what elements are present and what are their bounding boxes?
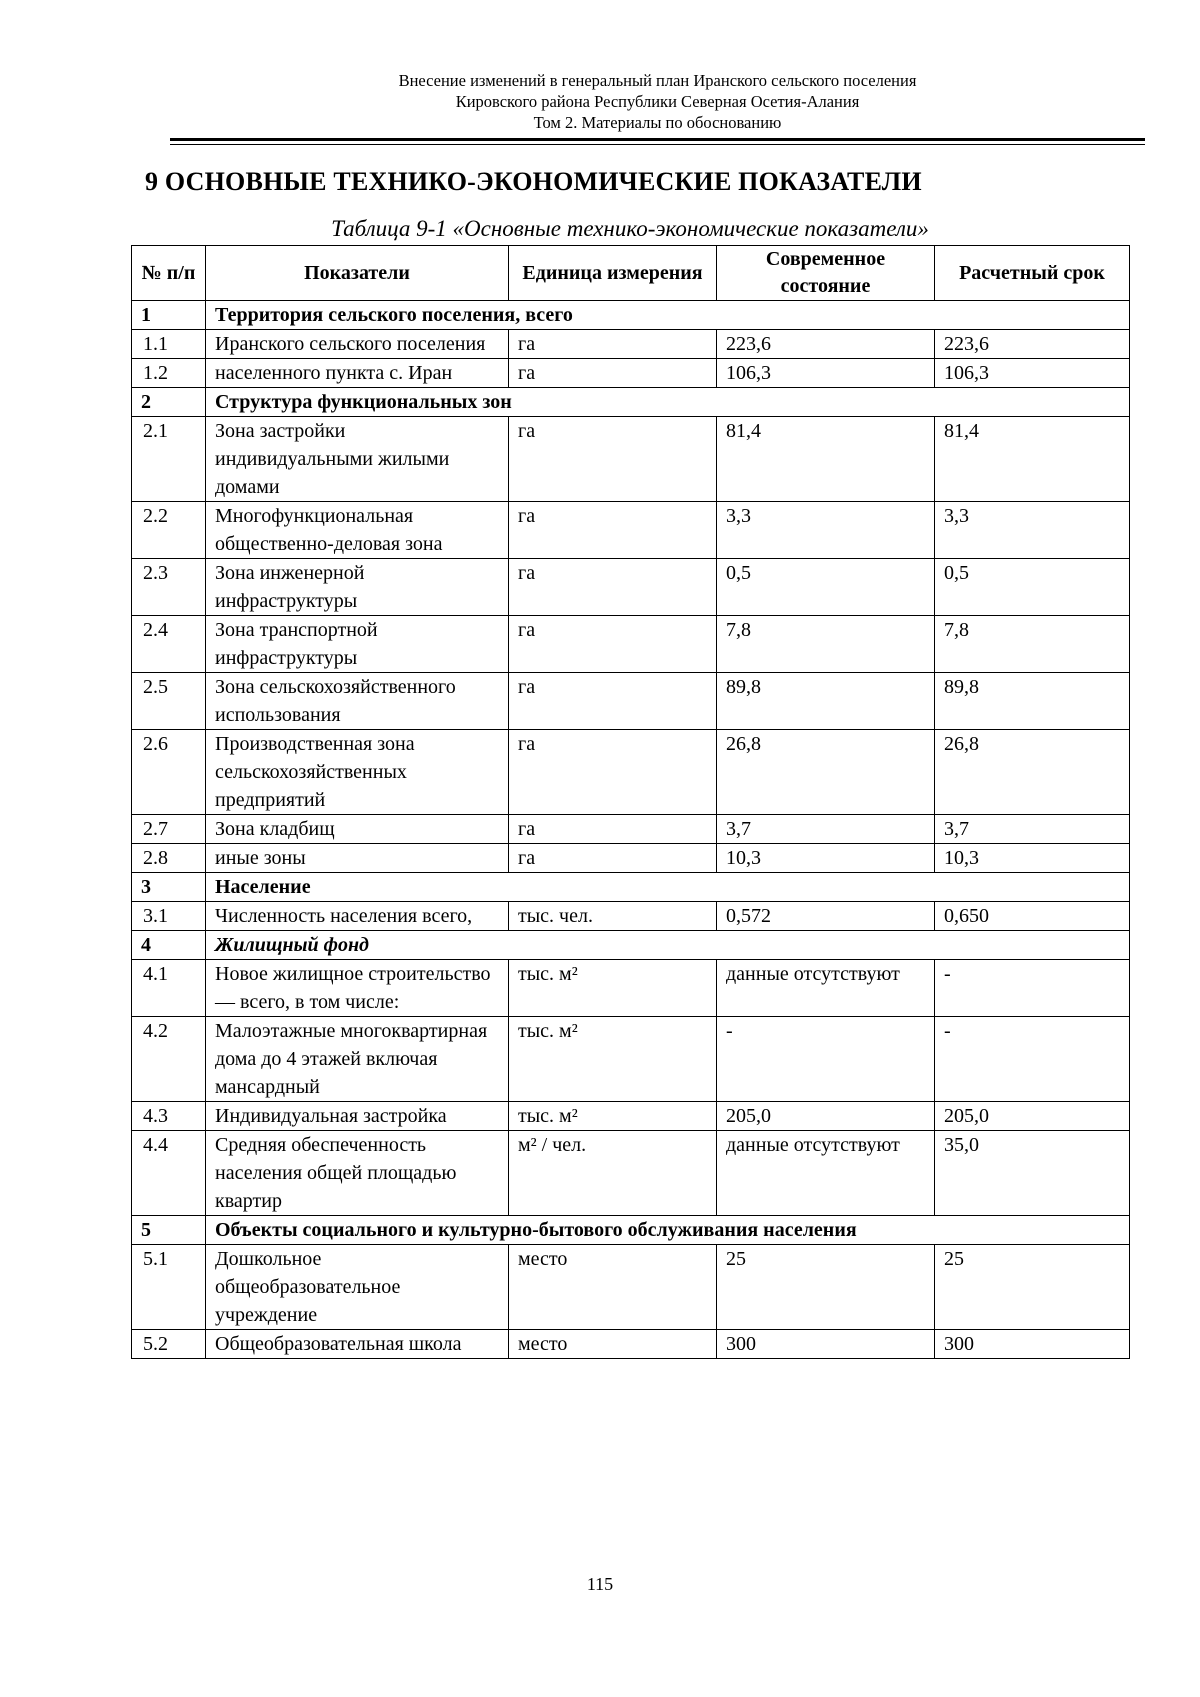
target-value: 300 [935,1330,1130,1359]
table-section-row [132,301,1130,330]
indicator-name: Иранского сельского поселения [206,330,509,359]
indicator-name: Индивидуальная застройка [206,1102,509,1131]
table-row [132,902,1130,931]
table-row [132,616,1130,673]
row-number: 5.1 [132,1245,206,1330]
row-number: 2.6 [132,730,206,815]
indicator-name: населенного пункта с. Иран [206,359,509,388]
table-row [132,844,1130,873]
target-value: 3,7 [935,815,1130,844]
table-row [132,502,1130,559]
unit-cell: га [509,673,717,730]
table-row [132,559,1130,616]
current-value: 26,8 [717,730,935,815]
header-indicator: Показатели [206,246,509,301]
row-number: 4.1 [132,960,206,1017]
table-row [132,673,1130,730]
section-title-cell: Население [206,873,1130,902]
unit-cell: га [509,417,717,502]
row-number: 2.3 [132,559,206,616]
unit-cell: га [509,359,717,388]
table-section-row [132,931,1130,960]
table-row [132,815,1130,844]
indicator-name: Зона застройки индивидуальными жилыми домами [206,417,509,502]
row-number: 5.2 [132,1330,206,1359]
unit-cell: тыс. м² [509,1102,717,1131]
table-row [132,1131,1130,1216]
section-title-cell: Объекты социального и культурно-бытового обслуживания населения [206,1216,1130,1245]
current-value: 89,8 [717,673,935,730]
table-row [132,359,1130,388]
indicator-name: Средняя обеспеченность населения общей площадью квартир [206,1131,509,1216]
row-number: 2.2 [132,502,206,559]
current-value: 3,3 [717,502,935,559]
indicator-name: Зона инженерной инфраструктуры [206,559,509,616]
target-value: 89,8 [935,673,1130,730]
section-title-cell: Территория сельского поселения, всего [206,301,1130,330]
row-number: 4.3 [132,1102,206,1131]
header-num: № п/п [132,246,206,301]
indicator-name: иные зоны [206,844,509,873]
indicator-name: Малоэтажные многоквартирная дома до 4 этажей включая мансардный [206,1017,509,1102]
target-value: 10,3 [935,844,1130,873]
row-number: 1.1 [132,330,206,359]
header-line-2: Кировского района Республики Северная Осетия-Алания [455,92,860,111]
target-value: - [935,960,1130,1017]
unit-cell: тыс. м² [509,960,717,1017]
header-line-1: Внесение изменений в генеральный план Иранского сельского поселения [398,71,917,90]
indicator-name: Общеобразовательная школа [206,1330,509,1359]
table-row [132,1330,1130,1359]
current-value: 3,7 [717,815,935,844]
indicator-name: Дошкольное общеобразовательное учреждение [206,1245,509,1330]
header-current: Современное состояние [717,246,935,301]
current-value: 0,572 [717,902,935,931]
target-value: 223,6 [935,330,1130,359]
section-title-cell: Структура функциональных зон [206,388,1130,417]
section-title: 9 ОСНОВНЫЕ ТЕХНИКО-ЭКОНОМИЧЕСКИЕ ПОКАЗАТЕЛИ [145,167,922,196]
unit-cell: место [509,1245,717,1330]
row-number: 2.4 [132,616,206,673]
unit-cell: га [509,330,717,359]
target-value: 7,8 [935,616,1130,673]
target-value: 35,0 [935,1131,1130,1216]
target-value: 26,8 [935,730,1130,815]
table-section-row [132,873,1130,902]
current-value: - [717,1017,935,1102]
unit-cell: тыс. чел. [509,902,717,931]
row-number: 1.2 [132,359,206,388]
current-value: 81,4 [717,417,935,502]
header-rule-thin [170,144,1145,145]
row-number: 2.7 [132,815,206,844]
unit-cell: тыс. м² [509,1017,717,1102]
table-row [132,960,1130,1017]
unit-cell: га [509,559,717,616]
target-value: 0,5 [935,559,1130,616]
unit-cell: га [509,616,717,673]
unit-cell: место [509,1330,717,1359]
section-number: 2 [132,388,206,417]
header-line-3: Том 2. Материалы по обоснованию [533,113,782,132]
section-title-cell: Жилищный фонд [206,931,1130,960]
row-number: 2.1 [132,417,206,502]
indicators-table [131,245,1130,1359]
unit-cell: га [509,844,717,873]
current-value: данные отсутствуют [717,960,935,1017]
section-number: 4 [132,931,206,960]
indicator-name: Зона кладбищ [206,815,509,844]
header-unit: Единица измерения [509,246,717,301]
table-header-row [132,246,1130,301]
table-row [132,1102,1130,1131]
current-value: 223,6 [717,330,935,359]
target-value: 205,0 [935,1102,1130,1131]
indicator-name: Зона транспортной инфраструктуры [206,616,509,673]
indicator-name: Производственная зона сельскохозяйственных предприятий [206,730,509,815]
table-row [132,417,1130,502]
table-section-row [132,388,1130,417]
target-value: 0,650 [935,902,1130,931]
table-section-row [132,1216,1130,1245]
row-number: 2.5 [132,673,206,730]
current-value: 7,8 [717,616,935,673]
section-number: 1 [132,301,206,330]
unit-cell: га [509,730,717,815]
indicator-name: Зона сельскохозяйственного использования [206,673,509,730]
target-value: 25 [935,1245,1130,1330]
row-number: 4.4 [132,1131,206,1216]
row-number: 2.8 [132,844,206,873]
row-number: 4.2 [132,1017,206,1102]
table-body [132,301,1130,1359]
section-number: 3 [132,873,206,902]
current-value: 300 [717,1330,935,1359]
target-value: 81,4 [935,417,1130,502]
current-value: данные отсутствуют [717,1131,935,1216]
table-row [132,1245,1130,1330]
row-number: 3.1 [132,902,206,931]
target-value: 3,3 [935,502,1130,559]
table-row [132,330,1130,359]
page-header [170,70,1145,133]
unit-cell: м² / чел. [509,1131,717,1216]
unit-cell: га [509,815,717,844]
page-number: 115 [586,1574,614,1594]
section-number: 5 [132,1216,206,1245]
current-value: 205,0 [717,1102,935,1131]
indicator-name: Численность населения всего, [206,902,509,931]
header-target: Расчетный срок [935,246,1130,301]
current-value: 25 [717,1245,935,1330]
target-value: 106,3 [935,359,1130,388]
target-value: - [935,1017,1130,1102]
current-value: 0,5 [717,559,935,616]
current-value: 10,3 [717,844,935,873]
header-rule-thick [170,138,1145,141]
table-row [132,730,1130,815]
table-row [132,1017,1130,1102]
unit-cell: га [509,502,717,559]
indicator-name: Многофункциональная общественно-деловая зона [206,502,509,559]
table-caption: Таблица 9-1 «Основные технико-экономические показатели» [331,216,929,241]
current-value: 106,3 [717,359,935,388]
indicator-name: Новое жилищное строительство — всего, в том числе: [206,960,509,1017]
